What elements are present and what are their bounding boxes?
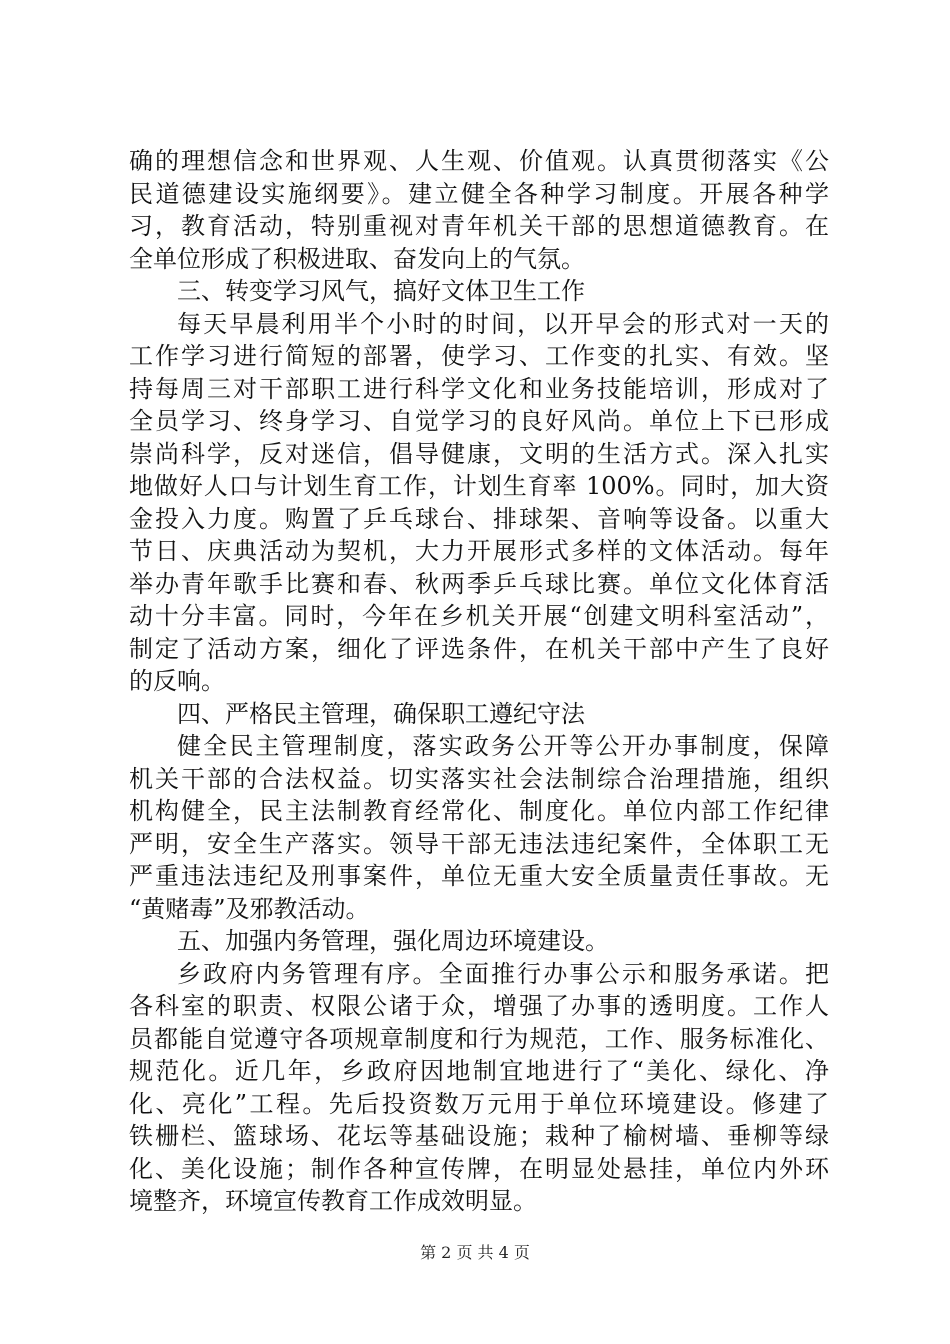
text-line: 严重违法违纪及刑事案件，单位无重大安全质量责任事故。无 xyxy=(129,862,829,890)
text-line: 制定了活动方案，细化了评选条件，在机关干部中产生了良好 xyxy=(129,634,829,663)
text-line: 举办青年歌手比赛和春、秋两季乒乓球比赛。单位文化体育活 xyxy=(129,569,829,598)
text-line: 机构健全，民主法制教育经常化、制度化。单位内部工作纪律 xyxy=(129,797,829,825)
paragraph xyxy=(129,145,829,275)
text-line: 工作学习进行简短的部署，使学习、工作变的扎实、有效。坚 xyxy=(129,342,829,370)
section-heading xyxy=(129,698,829,731)
text-line: 化、亮化”工程。先后投资数万元用于单位环境建设。修建了 xyxy=(129,1089,829,1118)
text-line: 确的理想信念和世界观、人生观、价值观。认真贯彻落实《公 xyxy=(129,147,829,175)
section-heading xyxy=(129,275,829,308)
text-line: 严明，安全生产落实。领导干部无违法违纪案件，全体职工无 xyxy=(129,829,829,858)
text-line: 习，教育活动，特别重视对青年机关干部的思想道德教育。在 xyxy=(129,212,829,240)
page-number-footer: 第 2 页 共 4 页 xyxy=(420,1243,530,1262)
heading-text: 三、转变学习风气，搞好文体卫生工作 xyxy=(177,277,585,305)
paragraph xyxy=(129,308,829,698)
text-line: 全单位形成了积极进取、奋发向上的气氛。 xyxy=(129,244,585,273)
text-line: 民道德建设实施纲要》。建立健全各种学习制度。开展各种学 xyxy=(129,179,829,208)
text-line: 铁栅栏、篮球场、花坛等基础设施；栽种了榆树墙、垂柳等绿 xyxy=(129,1122,829,1150)
text-line: 每天早晨利用半个小时的时间，以开早会的形式对一天的 xyxy=(177,309,829,338)
section-heading xyxy=(129,925,829,958)
text-line: 化、美化设施；制作各种宣传牌，在明显处悬挂，单位内外环 xyxy=(129,1154,829,1183)
document-body xyxy=(129,145,829,1218)
text-line: 金投入力度。购置了乒乓球台、排球架、音响等设备。以重大 xyxy=(129,504,829,533)
text-line: 动十分丰富。同时，今年在乡机关开展“创建文明科室活动”， xyxy=(129,602,829,630)
text-line: “黄赌毒”及邪教活动。 xyxy=(129,894,370,923)
text-line: 乡政府内务管理有序。全面推行办事公示和服务承诺。把 xyxy=(177,959,829,988)
paragraph xyxy=(129,958,829,1218)
text-line: 持每周三对干部职工进行科学文化和业务技能培训，形成对了 xyxy=(129,374,829,403)
text-line: 崇尚科学，反对迷信，倡导健康，文明的生活方式。深入扎实 xyxy=(129,439,829,468)
text-line: 机关干部的合法权益。切实落实社会法制综合治理措施，组织 xyxy=(129,764,829,793)
text-line: 健全民主管理制度，落实政务公开等公开办事制度，保障 xyxy=(177,732,829,760)
text-line: 的反响。 xyxy=(129,667,225,695)
heading-text: 四、严格民主管理，确保职工遵纪守法 xyxy=(177,699,585,728)
heading-text: 五、加强内务管理，强化周边环境建设。 xyxy=(177,927,609,955)
paragraph xyxy=(129,730,829,925)
text-line: 节日、庆典活动为契机，大力开展形式多样的文体活动。每年 xyxy=(129,537,829,565)
text-line: 员都能自觉遵守各项规章制度和行为规范，工作、服务标准化、 xyxy=(129,1024,829,1053)
text-line: 规范化。近几年，乡政府因地制宜地进行了“美化、绿化、净 xyxy=(129,1057,829,1085)
text-line: 全员学习、终身学习、自觉学习的良好风尚。单位上下已形成 xyxy=(129,407,829,435)
text-line: 地做好人口与计划生育工作，计划生育率 100%。同时，加大资 xyxy=(129,472,829,500)
text-line: 境整齐，环境宣传教育工作成效明显。 xyxy=(129,1187,537,1215)
text-line: 各科室的职责、权限公诸于众，增强了办事的透明度。工作人 xyxy=(129,992,829,1020)
